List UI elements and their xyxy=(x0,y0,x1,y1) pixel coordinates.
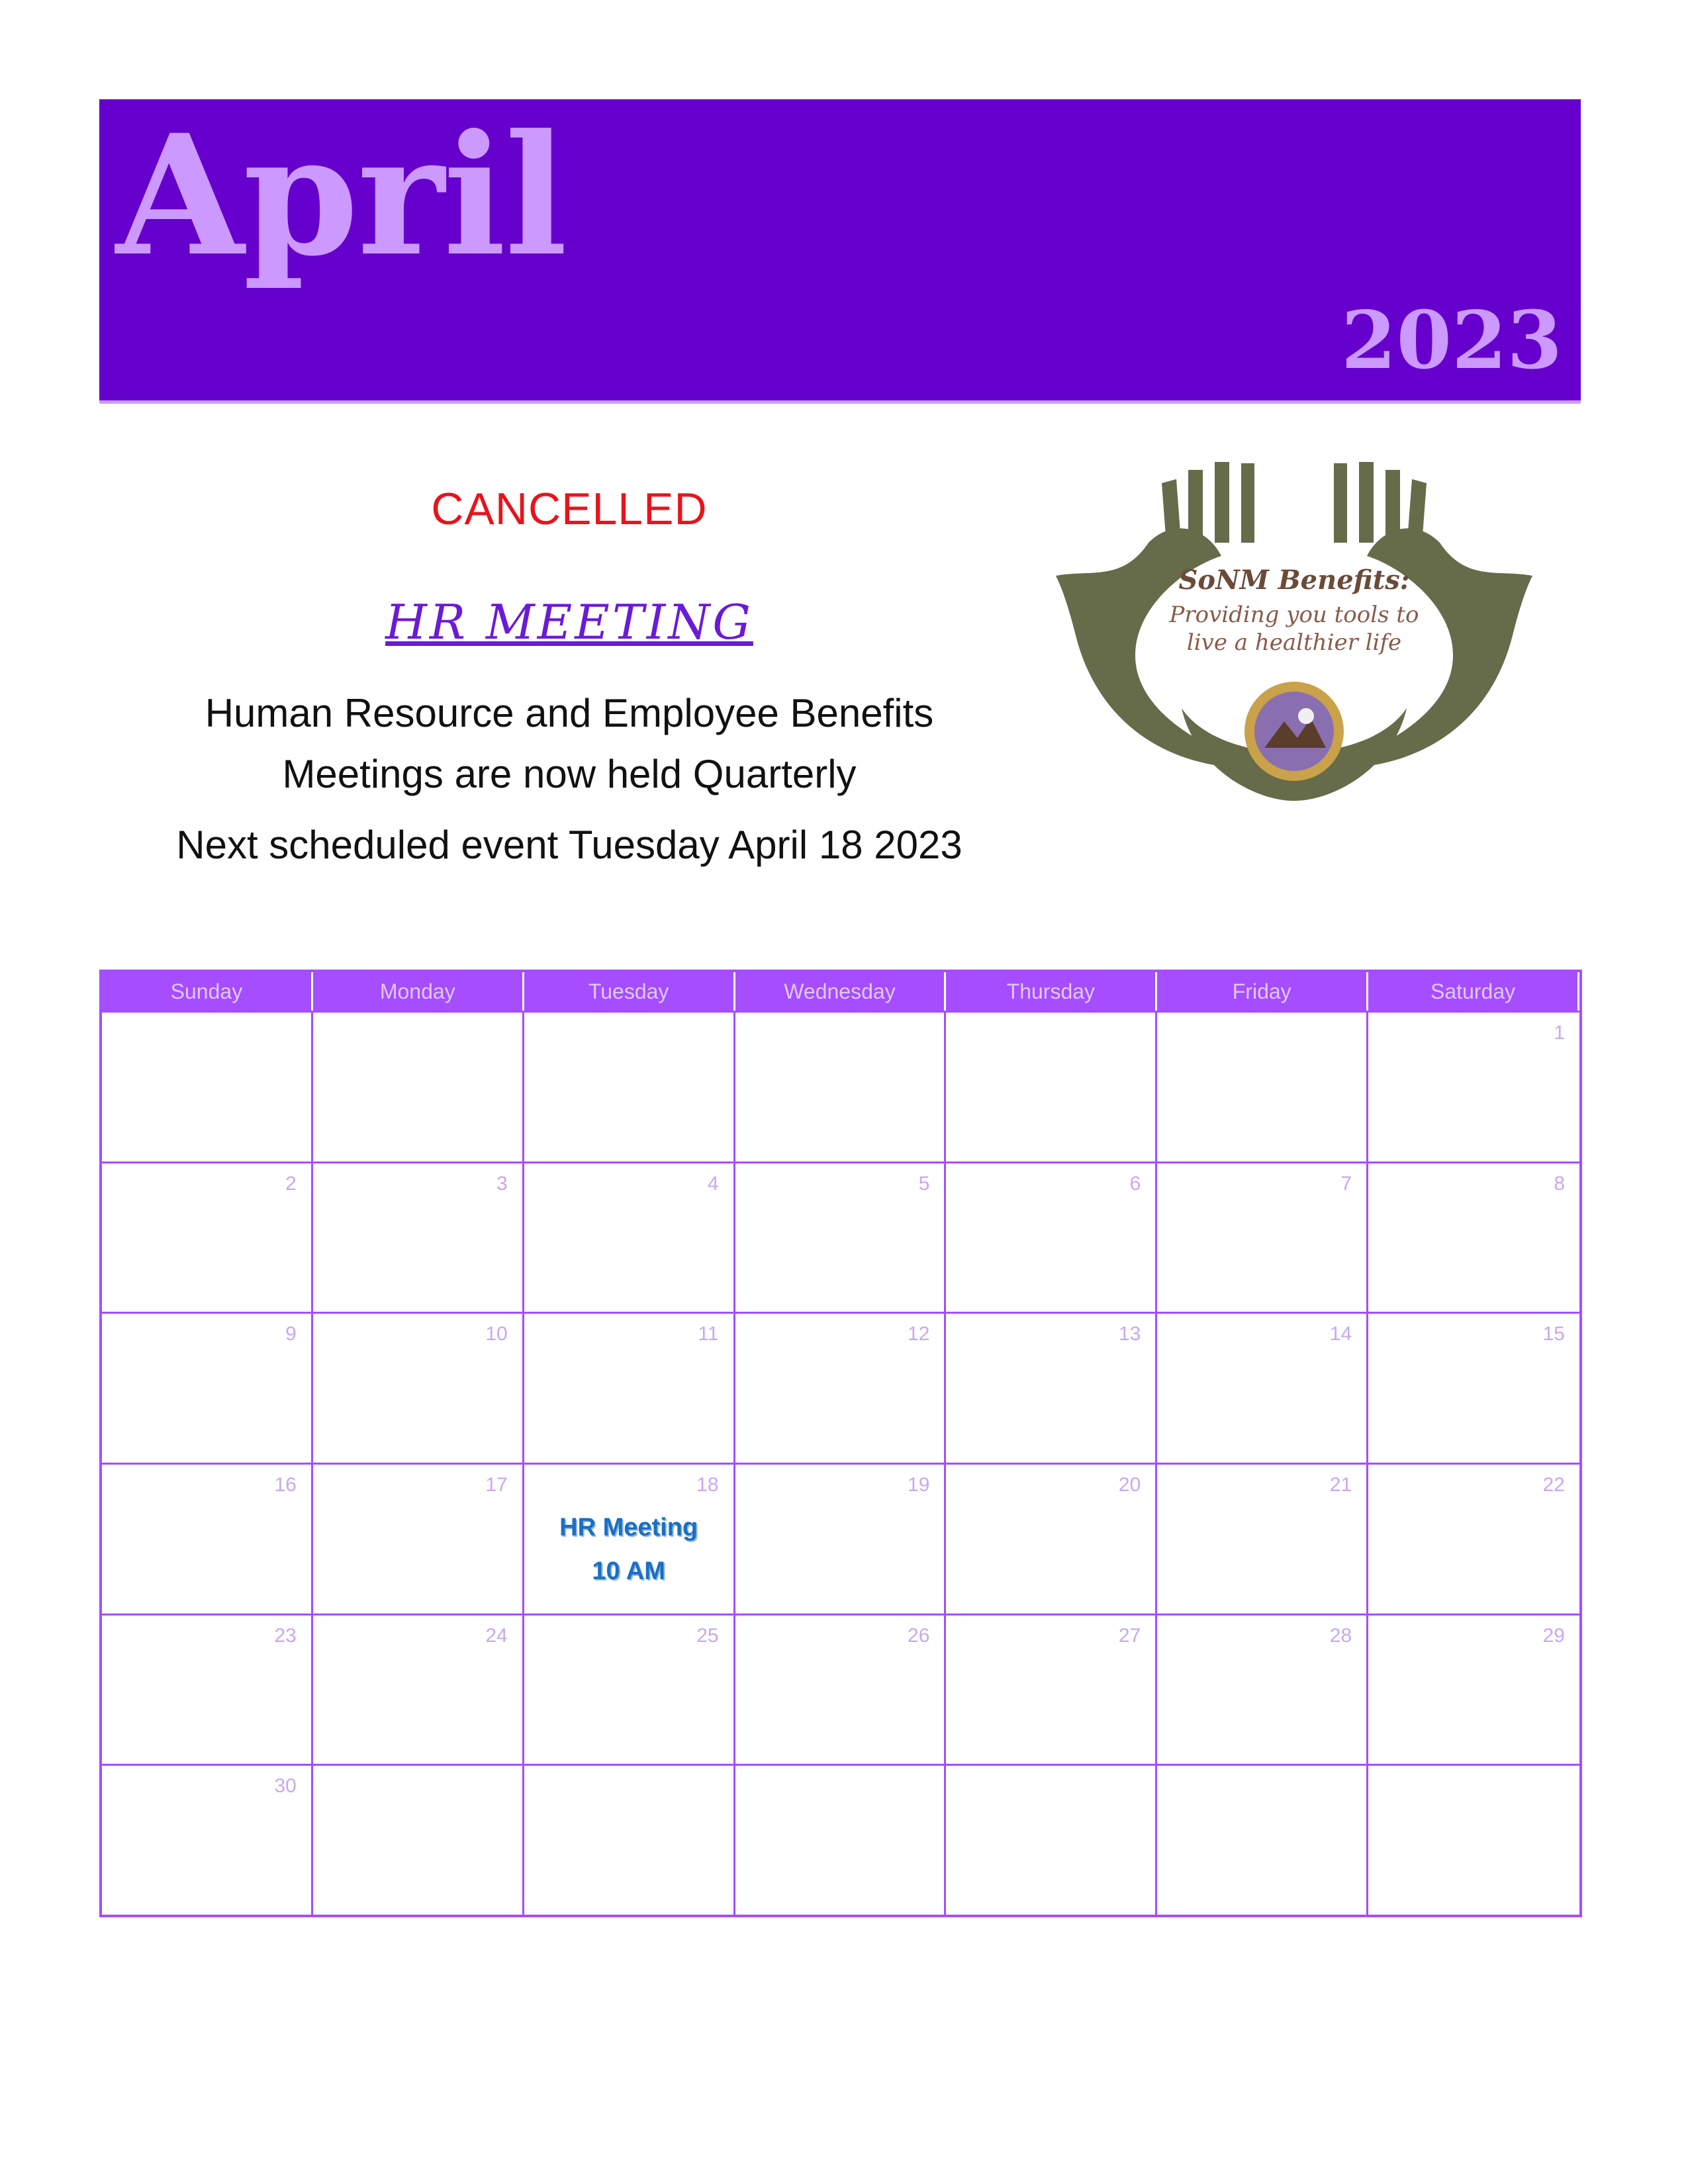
calendar-day-cell xyxy=(1157,1614,1368,1764)
sonm-benefits-logo xyxy=(1049,457,1539,827)
calendar-day-cell xyxy=(102,1614,313,1764)
calendar-grid xyxy=(99,970,1582,1917)
calendar-day-cell xyxy=(524,1312,735,1463)
calendar-day-cell xyxy=(1368,1011,1579,1161)
day-number: 12 xyxy=(908,1323,930,1345)
day-number: 6 xyxy=(1129,1172,1141,1195)
calendar-day-cell xyxy=(313,1463,524,1614)
cancelled-label: CANCELLED xyxy=(431,484,708,534)
day-number: 20 xyxy=(1118,1474,1141,1496)
weekday-header: Sunday xyxy=(102,972,313,1011)
description-line-1: Human Resource and Employee Benefits xyxy=(205,691,934,735)
day-number: 5 xyxy=(918,1172,930,1195)
calendar-day-cell xyxy=(1157,1764,1368,1915)
calendar-day-cell xyxy=(735,1614,947,1764)
calendar-day-cell xyxy=(313,1011,524,1161)
calendar-day-cell xyxy=(524,1463,735,1614)
event-title: HR Meeting xyxy=(559,1514,698,1541)
year-title: 2023 xyxy=(1341,294,1562,387)
calendar-day-cell xyxy=(524,1161,735,1312)
calendar-day-cell xyxy=(1368,1312,1579,1463)
day-number: 17 xyxy=(485,1474,508,1496)
day-number: 4 xyxy=(707,1172,719,1195)
state-seal-icon xyxy=(1244,682,1344,781)
day-number: 30 xyxy=(274,1775,297,1797)
weekday-header: Wednesday xyxy=(735,972,947,1011)
calendar-day-cell xyxy=(735,1312,947,1463)
calendar-day-cell xyxy=(1368,1463,1579,1614)
calendar-day-cell xyxy=(102,1312,313,1463)
weekday-header: Monday xyxy=(313,972,524,1011)
day-number: 9 xyxy=(285,1323,297,1345)
day-number: 22 xyxy=(1542,1474,1565,1496)
calendar-day-cell xyxy=(313,1161,524,1312)
calendar-day-cell xyxy=(1157,1161,1368,1312)
day-number: 25 xyxy=(696,1624,719,1647)
calendar-day-cell xyxy=(102,1161,313,1312)
day-number: 2 xyxy=(285,1172,297,1195)
day-number: 14 xyxy=(1329,1323,1352,1345)
description-line-2: Meetings are now held Quarterly xyxy=(282,752,857,796)
day-number: 1 xyxy=(1554,1022,1565,1044)
calendar-day-cell xyxy=(946,1463,1157,1614)
meeting-description xyxy=(99,683,1039,805)
calendar-day-cell xyxy=(313,1312,524,1463)
day-number: 13 xyxy=(1118,1323,1141,1345)
calendar-day-cell xyxy=(102,1463,313,1614)
hr-meeting-title: HR MEETING xyxy=(385,594,753,650)
weekday-header: Friday xyxy=(1157,972,1368,1011)
calendar-day-cell xyxy=(735,1011,947,1161)
calendar-day-cell xyxy=(1368,1161,1579,1312)
day-number: 11 xyxy=(698,1323,719,1345)
logo-tagline-2: live a healthier life xyxy=(1186,629,1402,656)
day-number: 27 xyxy=(1118,1624,1141,1647)
calendar-day-cell xyxy=(524,1614,735,1764)
day-number: 24 xyxy=(485,1624,508,1647)
calendar-day-cell xyxy=(524,1764,735,1915)
day-number: 26 xyxy=(908,1624,930,1647)
next-event-text: Next scheduled event Tuesday April 18 2023 xyxy=(176,823,962,867)
month-title: April xyxy=(116,98,567,293)
calendar-day-cell xyxy=(735,1161,947,1312)
day-number: 3 xyxy=(496,1172,508,1195)
day-number: 19 xyxy=(908,1474,930,1496)
calendar-day-cell xyxy=(1157,1312,1368,1463)
calendar-day-cell xyxy=(524,1011,735,1161)
day-number: 16 xyxy=(274,1474,297,1496)
calendar-day-cell xyxy=(1157,1011,1368,1161)
logo-tagline-1: Providing you tools to xyxy=(1169,602,1419,628)
calendar-day-cell xyxy=(946,1764,1157,1915)
weekday-header: Saturday xyxy=(1368,972,1579,1011)
calendar-day-cell xyxy=(946,1614,1157,1764)
calendar-day-cell xyxy=(1368,1614,1579,1764)
calendar-day-cell xyxy=(102,1011,313,1161)
calendar-day-cell xyxy=(946,1011,1157,1161)
day-number: 18 xyxy=(696,1474,719,1496)
calendar-day-cell xyxy=(102,1764,313,1915)
calendar-day-cell xyxy=(735,1463,947,1614)
calendar-event xyxy=(524,1506,733,1593)
weekday-header: Thursday xyxy=(946,972,1157,1011)
day-number: 29 xyxy=(1542,1624,1565,1647)
day-number: 7 xyxy=(1340,1172,1352,1195)
weekday-header: Tuesday xyxy=(524,972,735,1011)
day-number: 21 xyxy=(1329,1474,1352,1496)
calendar-day-cell xyxy=(1157,1463,1368,1614)
day-number: 10 xyxy=(485,1323,508,1345)
event-time: 10 AM xyxy=(592,1557,665,1585)
month-banner xyxy=(99,99,1581,404)
day-number: 15 xyxy=(1542,1323,1565,1345)
day-number: 28 xyxy=(1329,1624,1352,1647)
logo-title: SoNM Benefits: xyxy=(1178,565,1410,596)
calendar-day-cell xyxy=(735,1764,947,1915)
calendar-day-cell xyxy=(946,1312,1157,1463)
calendar-day-cell xyxy=(946,1161,1157,1312)
calendar-day-cell xyxy=(313,1614,524,1764)
day-number: 23 xyxy=(274,1624,297,1647)
meeting-notice xyxy=(99,463,1039,868)
day-number: 8 xyxy=(1554,1172,1565,1195)
calendar-day-cell xyxy=(1368,1764,1579,1915)
calendar-day-cell xyxy=(313,1764,524,1915)
